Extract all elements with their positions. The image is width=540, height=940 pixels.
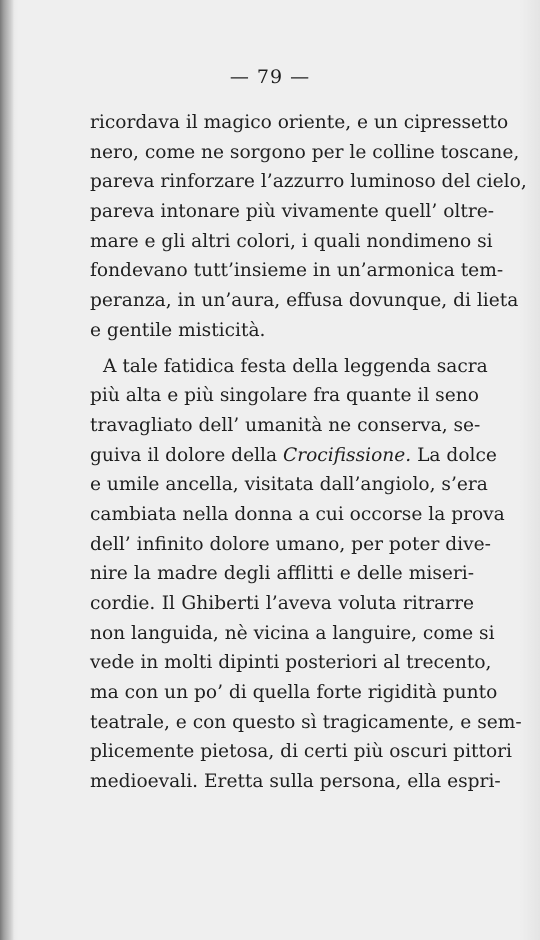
italic-title: Crocifissione. [282,444,412,466]
text-line: nero, come ne sorgono per le colline toscane, [90,141,520,163]
text-line: e gentile misticità. [90,319,266,341]
text-line: più alta e più singolare fra quante il seno [90,385,479,407]
body-text [90,108,527,797]
text-fragment: La dolce [411,444,497,466]
text-line: dell’ infinito dolore umano, per poter dive- [90,533,491,555]
binding-edge [0,0,14,940]
text-line: teatrale, e con questo sì tragicamente, e sem- [90,711,522,733]
text-line: peranza, in un’aura, effusa dovunque, di lieta [90,290,519,312]
text-line-with-title [90,441,497,471]
paragraph-2 [90,352,522,797]
text-line: nire la madre degli afflitti e delle miseri- [90,563,474,585]
text-line: pareva intonare più vivamente quell’ oltre- [90,201,494,223]
page-number: — 79 — [229,66,311,88]
text-line: fondevano tutt’insieme in un’armonica tem- [90,260,504,282]
text-line: cambiata nella donna a cui occorse la prova [90,503,505,525]
text-line: ricordava il magico oriente, e un cipressetto [90,112,509,133]
text-line: medioevali. Eretta sulla persona, ella espri- [90,771,501,793]
text-line: cordie. Il Ghiberti l’aveva voluta ritrarre [90,593,474,614]
text-line: plicemente pietosa, di certi più oscuri pittori [90,741,513,763]
text-line: non languida, nè vicina a languire, come si [90,622,495,644]
text-line: e umile ancella, visitata dall’angiolo, s’era [90,474,488,496]
text-fragment: guiva il dolore della [90,444,278,466]
text-line: pareva rinforzare l’azzurro luminoso del cielo, [90,171,527,193]
text-line: mare e gli altri colori, i quali nondimeno si [90,230,493,252]
paragraph-1 [90,108,527,346]
text-line: ma con un po’ di quella forte rigidità punto [90,682,498,704]
text-line: vede in molti dipinti posteriori al trecento, [90,652,492,674]
text-line: travagliato dell’ umanità ne conserva, se- [90,414,481,436]
text-line: A tale fatidica festa della leggenda sacra [103,355,488,377]
